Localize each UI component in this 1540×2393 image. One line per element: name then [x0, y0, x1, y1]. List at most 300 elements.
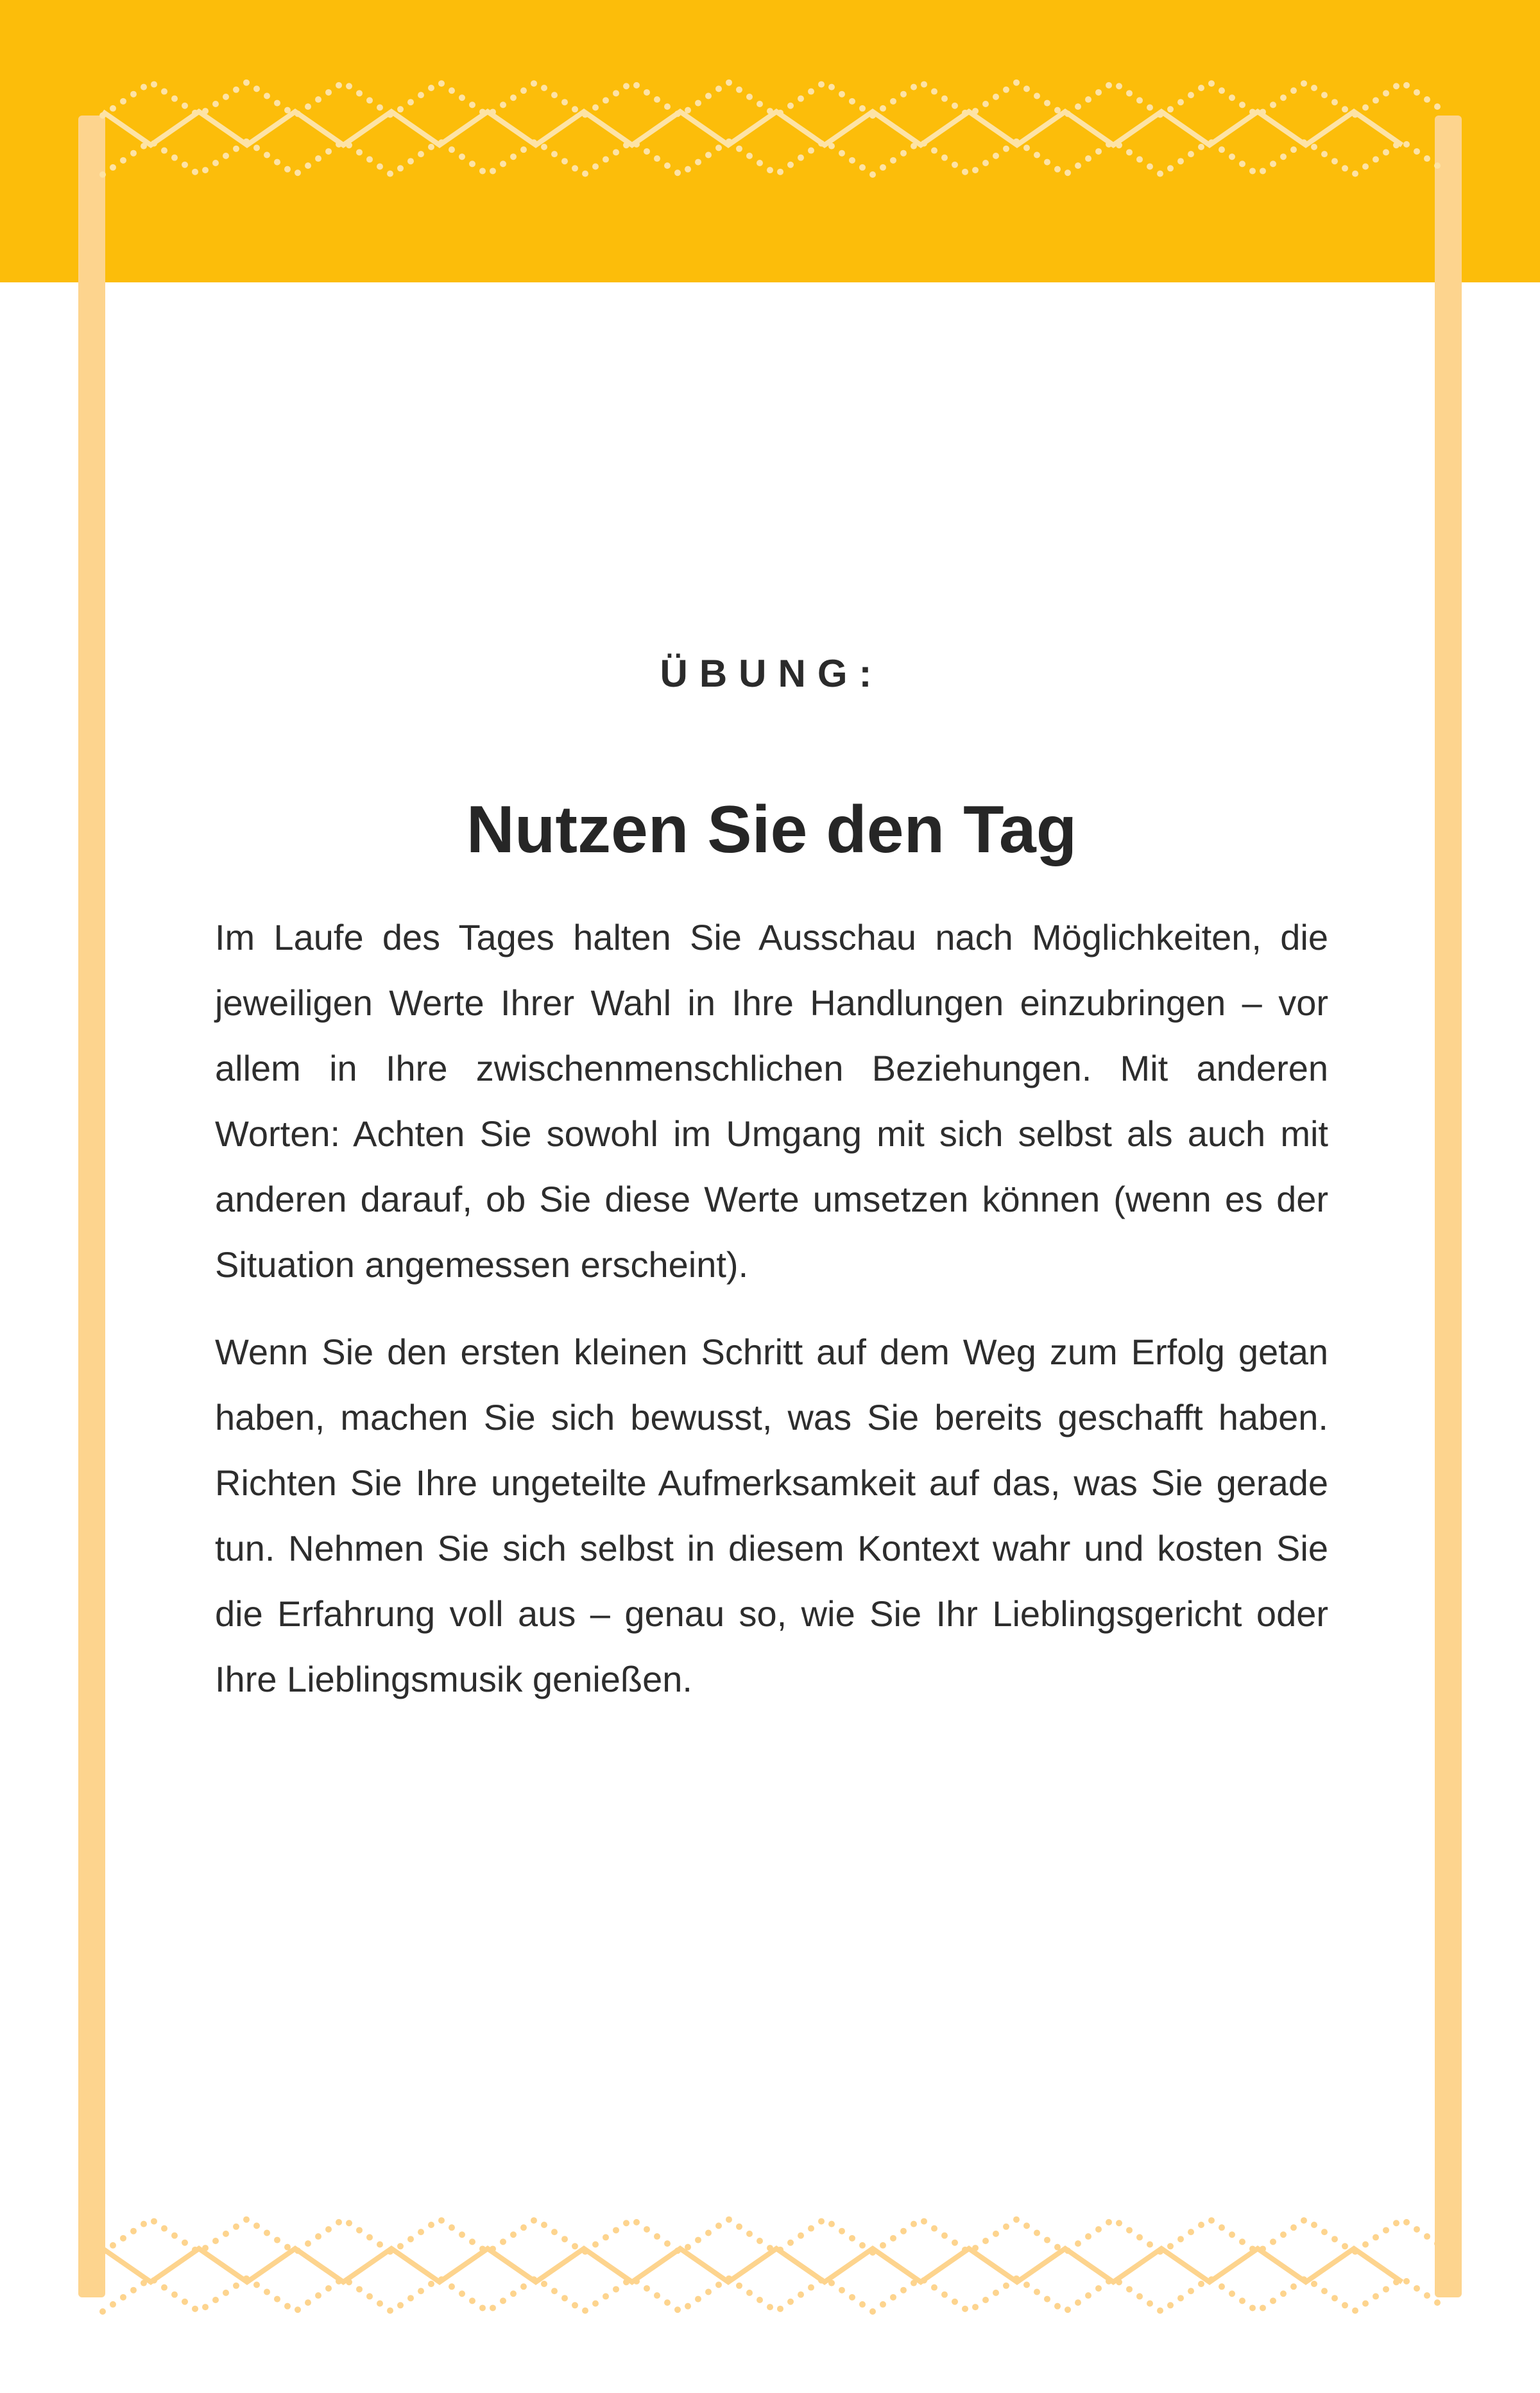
pattern-dot [407, 158, 414, 164]
pattern-dot [1116, 2220, 1122, 2226]
pattern-dot [418, 151, 424, 157]
pattern-dot [1260, 2304, 1266, 2311]
pattern-dot [1157, 2249, 1163, 2255]
pattern-dot [1157, 2308, 1163, 2314]
pattern-dot [1198, 2281, 1204, 2287]
pattern-dot [428, 2281, 434, 2287]
pattern-dot [572, 2302, 578, 2308]
pattern-dot [141, 2280, 147, 2286]
pattern-dot [736, 2224, 742, 2230]
pattern-dot [664, 103, 671, 110]
pattern-dot [1321, 92, 1328, 98]
pattern-dot [1239, 101, 1245, 108]
pattern-dot [500, 2297, 506, 2304]
pattern-dot [767, 167, 773, 173]
zigzag-pattern-bottom [99, 2217, 1441, 2315]
pattern-dot [202, 2245, 209, 2251]
pattern-dot [315, 155, 321, 162]
pattern-dot [900, 91, 907, 98]
pattern-dot [993, 153, 999, 159]
pattern-dot [561, 2295, 568, 2301]
pattern-dot [1013, 2217, 1020, 2223]
pattern-dot [336, 141, 342, 148]
pattern-dot [1044, 159, 1050, 166]
pattern-dot [1373, 2293, 1379, 2299]
pattern-dot [757, 2238, 763, 2244]
pattern-dot [1126, 2286, 1133, 2292]
pattern-dot [674, 110, 681, 117]
pattern-dot [962, 2306, 968, 2312]
pattern-dot [541, 2222, 547, 2228]
pattern-dot [161, 2285, 167, 2291]
pattern-dot [99, 112, 106, 119]
pattern-dot [623, 2279, 629, 2285]
pattern-dot [859, 164, 866, 171]
pattern-dot [212, 160, 219, 166]
pattern-dot [418, 92, 424, 98]
pattern-dot [757, 2297, 763, 2303]
pattern-dot [295, 110, 301, 117]
pattern-dot [1311, 2281, 1317, 2287]
pattern-dot [1280, 2231, 1287, 2238]
pattern-dot [777, 2306, 783, 2312]
pattern-dot [520, 146, 527, 153]
pattern-dot [798, 2292, 804, 2298]
pattern-dot [356, 2227, 363, 2233]
pattern-dot [613, 149, 619, 155]
pattern-dot [1044, 2237, 1050, 2243]
pattern-dot [479, 108, 486, 115]
pattern-dot [192, 169, 198, 175]
pattern-dot [1352, 2308, 1358, 2314]
pattern-dot [284, 107, 291, 114]
pattern-dot [1383, 2286, 1389, 2292]
pattern-dot [664, 2240, 671, 2247]
pattern-dot [1260, 2245, 1266, 2252]
pattern-dot [787, 162, 794, 168]
pattern-dot [151, 2218, 157, 2224]
pattern-dot [1116, 83, 1122, 89]
pattern-dot [500, 101, 506, 108]
pattern-dot [366, 97, 373, 103]
pattern-dot [459, 94, 465, 101]
pattern-dot [592, 2301, 599, 2307]
pattern-dot [1177, 158, 1184, 164]
pattern-dot [931, 2226, 937, 2232]
pattern-dot [695, 2237, 701, 2243]
pattern-dot [264, 2288, 270, 2295]
pattern-dot [839, 2287, 845, 2294]
pattern-dot [715, 144, 722, 151]
pattern-dot [1219, 146, 1225, 153]
pattern-dot [346, 83, 352, 89]
pattern-dot [551, 92, 558, 98]
pattern-dot [315, 2292, 321, 2299]
pattern-dot [1414, 2226, 1420, 2233]
pattern-dot [1239, 2297, 1245, 2304]
pattern-dot [911, 2280, 917, 2286]
pattern-dot [541, 144, 547, 150]
pattern-dot [1219, 2283, 1225, 2290]
pattern-dot [305, 2240, 311, 2247]
pattern-dot [1383, 149, 1389, 155]
pattern-dot [972, 2245, 979, 2251]
pattern-dot [182, 2299, 188, 2305]
pattern-dot [1434, 103, 1441, 110]
pattern-dot [880, 2301, 886, 2308]
pattern-dot [941, 155, 948, 161]
pattern-dot [1352, 2249, 1358, 2255]
pattern-dot [377, 2242, 383, 2248]
pattern-dot [1065, 169, 1071, 176]
pattern-dot [295, 169, 301, 176]
pattern-dot [1198, 85, 1204, 91]
pattern-dot [284, 2244, 291, 2251]
pattern-dot [531, 139, 537, 146]
pattern-dot [828, 2221, 835, 2227]
pattern-dot [900, 2287, 907, 2294]
pattern-dot [972, 2304, 979, 2310]
pattern-dot [654, 96, 660, 103]
pattern-dot [520, 2283, 527, 2290]
pattern-dot [1147, 2242, 1153, 2248]
pattern-dot [551, 2288, 558, 2294]
pattern-dot [1270, 101, 1276, 108]
pattern-dot [305, 2299, 311, 2306]
exercise-label: ÜBUNG: [660, 652, 884, 695]
pattern-dot [243, 139, 250, 145]
pattern-dot [387, 2249, 393, 2255]
pattern-dot [223, 153, 229, 159]
pattern-dot [633, 82, 640, 89]
pattern-dot [233, 2224, 239, 2230]
pattern-dot [664, 2299, 671, 2306]
pattern-dot [859, 2242, 866, 2249]
pattern-dot [541, 85, 547, 91]
pattern-dot [921, 140, 927, 146]
pattern-dot [808, 2285, 814, 2291]
pattern-dot [520, 2224, 527, 2231]
pattern-dot [325, 148, 332, 155]
pattern-dot [931, 148, 937, 154]
pattern-dot [787, 2299, 794, 2305]
pattern-dot [1003, 2224, 1009, 2230]
pattern-dot [931, 89, 937, 95]
pattern-dot [633, 141, 640, 148]
pattern-dot [438, 80, 445, 87]
pattern-dot [161, 148, 167, 154]
pattern-dot [1065, 2247, 1071, 2254]
pattern-dot [1013, 139, 1020, 145]
pattern-dot [182, 2240, 188, 2246]
pattern-dot [233, 87, 239, 93]
pattern-dot [469, 101, 475, 108]
pattern-dot [715, 2222, 722, 2229]
pattern-dot [715, 2281, 722, 2288]
pattern-dot [274, 159, 280, 166]
pattern-dot [941, 2292, 948, 2298]
pattern-dot [407, 99, 414, 105]
pattern-dot [418, 2288, 424, 2294]
pattern-dot [644, 89, 650, 96]
pattern-dot [757, 160, 763, 166]
pattern-dot [849, 2294, 855, 2301]
pattern-dot [931, 2285, 937, 2291]
pattern-dot [233, 146, 239, 152]
pattern-dot [592, 2242, 599, 2248]
pattern-dot [1414, 89, 1420, 96]
pattern-dot [1239, 2238, 1245, 2245]
pattern-dot [366, 2234, 373, 2240]
pattern-dot [859, 105, 866, 112]
pattern-dot [1434, 2240, 1441, 2247]
pattern-dot [1054, 107, 1061, 114]
pattern-dot [1403, 141, 1410, 148]
pattern-dot [952, 2240, 958, 2246]
pattern-dot [130, 2228, 137, 2234]
pattern-dot [982, 101, 989, 107]
pattern-dot [880, 164, 886, 171]
pattern-dot [295, 2306, 301, 2313]
pattern-dot [1301, 80, 1307, 87]
pattern-dot [746, 2231, 753, 2237]
pattern-dot [1054, 2303, 1061, 2310]
pattern-dot [849, 157, 855, 164]
pattern-dot [1126, 2227, 1133, 2233]
pattern-dot [120, 2294, 126, 2301]
pattern-dot [253, 2222, 260, 2229]
pattern-dot [397, 106, 404, 112]
pattern-dot [1290, 2224, 1297, 2231]
pattern-dot [1321, 2288, 1328, 2294]
pattern-dot [438, 2217, 445, 2224]
pattern-dot [644, 148, 650, 155]
pattern-dot [315, 2233, 321, 2240]
pattern-dot [1239, 160, 1245, 167]
pattern-dot [1106, 82, 1112, 89]
pattern-dot [1373, 156, 1379, 162]
pattern-dot [1106, 2278, 1112, 2285]
pattern-dot [1167, 2243, 1174, 2249]
pattern-dot [1393, 2220, 1399, 2226]
pattern-dot [1342, 106, 1348, 112]
pattern-dot [582, 112, 588, 118]
pattern-dot [757, 101, 763, 107]
pattern-dot [890, 98, 896, 105]
pattern-dot [962, 2247, 968, 2253]
pattern-dot [972, 167, 979, 173]
pattern-dot [1147, 164, 1153, 170]
pattern-dot [490, 2245, 496, 2252]
pattern-dot [428, 2222, 434, 2228]
pattern-dot [336, 82, 342, 89]
pattern-dot [397, 165, 404, 171]
pattern-dot [695, 159, 701, 166]
pattern-dot [356, 2286, 363, 2292]
pattern-dot [798, 96, 804, 102]
body-paragraph-2: Wenn Sie den ersten kleinen Schritt auf dem Weg zum Erfolg getan haben, machen Sie sich bewusst, was Sie bereits geschafft haben. Richten Sie Ihre ungeteilte Aufmerksamkeit auf das, was Sie gerade tun. Nehmen Sie sich selbst in diesem Kontext wahr und kosten Sie die Erfahrung voll aus – genau so, wie Sie Ihr Lieblingsgericht oder Ihre Lieblingsmusik genießen. [215, 1332, 1328, 1699]
pattern-dot [911, 2221, 917, 2227]
pattern-dot [161, 2226, 167, 2232]
pattern-dot [1198, 144, 1204, 150]
pattern-dot [449, 2283, 455, 2290]
pattern-dot [336, 2278, 342, 2285]
pattern-dot [1219, 87, 1225, 94]
pattern-dot [1167, 165, 1174, 171]
pattern-dot [1362, 2301, 1369, 2307]
pattern-dot [171, 2292, 178, 2298]
pattern-dot [993, 94, 999, 100]
pattern-dot [1034, 92, 1040, 99]
pattern-dot [1054, 2244, 1061, 2251]
pattern-dot [141, 84, 147, 90]
pattern-dot [1003, 146, 1009, 152]
pattern-dot [644, 2226, 650, 2233]
pattern-dot [1208, 80, 1215, 87]
pattern-dot [438, 2276, 445, 2283]
pattern-dot [449, 2224, 455, 2231]
pattern-dot [736, 87, 742, 93]
pattern-dot [387, 112, 393, 118]
pattern-dot [325, 2226, 332, 2233]
pattern-dot [407, 2236, 414, 2242]
pattern-dot [952, 103, 958, 109]
pattern-dot [356, 90, 363, 96]
pattern-dot [1085, 2233, 1091, 2240]
pattern-dot [377, 105, 383, 111]
pattern-dot [274, 100, 280, 107]
pattern-dot [1280, 153, 1287, 160]
pattern-dot [849, 98, 855, 105]
pattern-dot [808, 148, 814, 154]
pattern-dot [284, 2303, 291, 2310]
pattern-dot [428, 144, 434, 150]
pattern-dot [982, 2238, 989, 2244]
pattern-dot [1075, 2299, 1081, 2306]
pattern-dot [623, 83, 629, 89]
pattern-dot [623, 2220, 629, 2226]
pattern-dot [715, 85, 722, 92]
pattern-dot [397, 2243, 404, 2249]
pattern-dot [1136, 2234, 1143, 2240]
pattern-dot [1424, 2292, 1430, 2299]
pattern-dot [264, 92, 270, 99]
pattern-dot [767, 2245, 773, 2251]
pattern-dot [531, 80, 537, 87]
pattern-dot [428, 85, 434, 91]
pattern-dot [1301, 2217, 1307, 2224]
pattern-dot [623, 142, 629, 148]
pattern-dot [685, 2244, 691, 2251]
pattern-dot [880, 2242, 886, 2249]
pattern-dot [531, 2217, 537, 2224]
pattern-dot [1280, 94, 1287, 101]
pattern-dot [1393, 83, 1399, 89]
pattern-dot [1229, 153, 1235, 160]
pattern-dot [828, 2280, 835, 2286]
pattern-dot [151, 81, 157, 87]
pattern-dot [859, 2301, 866, 2308]
pattern-dot [746, 153, 753, 159]
pattern-dot [1177, 2236, 1184, 2242]
pattern-dot [572, 165, 578, 171]
pattern-dot [1301, 2276, 1307, 2283]
pattern-dot [952, 2299, 958, 2305]
pattern-dot [243, 80, 250, 86]
pattern-dot [726, 139, 732, 145]
pattern-dot [1188, 2288, 1194, 2294]
pattern-dot [1311, 85, 1317, 91]
pattern-dot [1331, 2236, 1338, 2242]
pattern-dot [982, 160, 989, 166]
pattern-dot [1116, 2279, 1122, 2285]
pattern-dot [490, 108, 496, 115]
pattern-dot [1126, 149, 1133, 155]
pattern-dot [1208, 2276, 1215, 2283]
pattern-dot [1424, 96, 1430, 103]
pattern-dot [1270, 2238, 1276, 2245]
exercise-content [215, 642, 1328, 1712]
pattern-dot [325, 2285, 332, 2292]
pattern-dot [110, 2301, 116, 2308]
pattern-dot [366, 2293, 373, 2299]
pattern-dot [233, 2283, 239, 2289]
pattern-dot [479, 167, 486, 174]
pattern-dot [1331, 99, 1338, 105]
pattern-dot [664, 162, 671, 169]
pattern-dot [120, 2235, 126, 2242]
pattern-dot [582, 171, 588, 177]
pattern-dot [120, 98, 126, 105]
pattern-dot [253, 2281, 260, 2288]
pattern-dot [1054, 166, 1061, 173]
pattern-dot [1003, 2283, 1009, 2289]
pattern-dot [1249, 2304, 1256, 2311]
pattern-dot [274, 2237, 280, 2243]
pattern-dot [1075, 2240, 1081, 2247]
pattern-dot [941, 2233, 948, 2239]
pattern-dot [582, 2308, 588, 2314]
pattern-dot [1290, 87, 1297, 94]
pattern-dot [1229, 94, 1235, 101]
pattern-dot [818, 140, 825, 146]
pattern-dot [110, 2242, 116, 2249]
pattern-dot [377, 2301, 383, 2307]
pattern-dot [644, 2285, 650, 2292]
pattern-dot [818, 2218, 825, 2224]
pattern-dot [202, 108, 209, 114]
pattern-dot [1126, 90, 1133, 96]
pattern-dot [202, 2304, 209, 2310]
pattern-dot [839, 91, 845, 98]
page-title: Nutzen Sie den Tag [466, 793, 1077, 867]
pattern-dot [223, 2231, 229, 2237]
pattern-dot [171, 2233, 178, 2239]
pattern-dot [479, 2304, 486, 2311]
pattern-dot [798, 2233, 804, 2239]
pattern-dot [99, 171, 106, 178]
pattern-dot [510, 2290, 517, 2297]
pattern-dot [1136, 97, 1143, 103]
pattern-dot [685, 166, 691, 173]
pattern-dot [1023, 2222, 1030, 2229]
pattern-dot [305, 162, 311, 169]
pattern-dot [387, 171, 393, 177]
pattern-dot [346, 2220, 352, 2226]
pattern-dot [921, 81, 927, 87]
pattern-dot [685, 2303, 691, 2310]
pattern-dot [1403, 2278, 1410, 2285]
